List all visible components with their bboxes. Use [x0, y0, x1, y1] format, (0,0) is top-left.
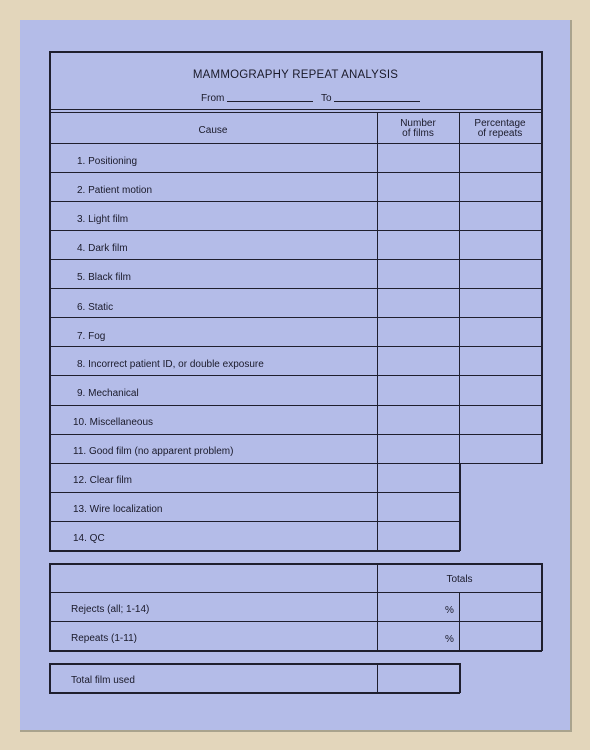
film-border-top [49, 663, 460, 665]
row-line [49, 259, 542, 260]
table-border-top [49, 51, 542, 53]
cause-header: Cause [198, 125, 228, 136]
row-line [49, 172, 542, 173]
column-divider-number [377, 112, 378, 551]
film-border-bottom [49, 692, 460, 694]
totals-border-bottom [49, 650, 542, 652]
cause-label: 11. Good film (no apparent problem) [73, 446, 234, 457]
repeats-label: Repeats (1-11) [71, 633, 137, 644]
row-line [49, 492, 460, 493]
row-line [49, 288, 542, 289]
cause-label: 2. Patient motion [77, 185, 153, 196]
cause-label: 10. Miscellaneous [73, 417, 154, 428]
cause-label: 12. Clear film [73, 475, 132, 486]
totals-column-divider [459, 592, 460, 651]
rejects-percent-sign: % [445, 605, 454, 616]
percent-header-line1: Percentage [474, 118, 526, 129]
totals-border-left [49, 563, 51, 651]
row-line [49, 463, 542, 464]
row-line [49, 521, 460, 522]
cause-label: 3. Light film [77, 214, 129, 225]
film-border-left [49, 663, 51, 693]
cause-label: 9. Mechanical [77, 388, 139, 399]
row-line [49, 201, 542, 202]
row-line [49, 405, 542, 406]
number-header-line2: of films [402, 128, 434, 139]
rejects-label: Rejects (all; 1-14) [71, 604, 150, 615]
table-border-bottom [49, 550, 460, 552]
cause-label: 6. Static [77, 302, 114, 313]
cause-label: 4. Dark film [77, 243, 128, 254]
totals-row-line [49, 621, 542, 622]
totals-header: Totals [446, 574, 473, 585]
cause-label: 8. Incorrect patient ID, or double exposure [77, 359, 264, 370]
from-field[interactable] [227, 101, 313, 102]
totals-border-top [49, 563, 542, 565]
film-column-divider [377, 663, 378, 693]
cause-label: 7. Fog [77, 331, 106, 342]
percent-header-line2: of repeats [477, 128, 523, 139]
to-field[interactable] [334, 101, 420, 102]
number-header-line1: Number [400, 118, 436, 129]
form-title: MAMMOGRAPHY REPEAT ANALYSIS [192, 69, 399, 81]
cause-label: 13. Wire localization [73, 504, 163, 515]
row-line [49, 375, 542, 376]
repeats-percent-sign: % [445, 634, 454, 645]
row-line [49, 346, 542, 347]
lower-right-border [459, 463, 461, 551]
form-sheet [20, 20, 572, 732]
cause-label: 14. QC [73, 533, 105, 544]
totals-row-line [49, 592, 542, 593]
row-line [49, 317, 542, 318]
row-line [49, 434, 542, 435]
film-border-right [459, 663, 461, 693]
row-line [49, 230, 542, 231]
cause-label: 1. Positioning [77, 156, 138, 167]
title-divider-1 [49, 109, 542, 110]
title-divider-2 [49, 112, 542, 113]
total-film-label: Total film used [71, 675, 135, 686]
cause-label: 5. Black film [77, 272, 131, 283]
from-label: From [201, 93, 225, 104]
header-divider [49, 143, 542, 144]
to-label: To [321, 93, 332, 104]
